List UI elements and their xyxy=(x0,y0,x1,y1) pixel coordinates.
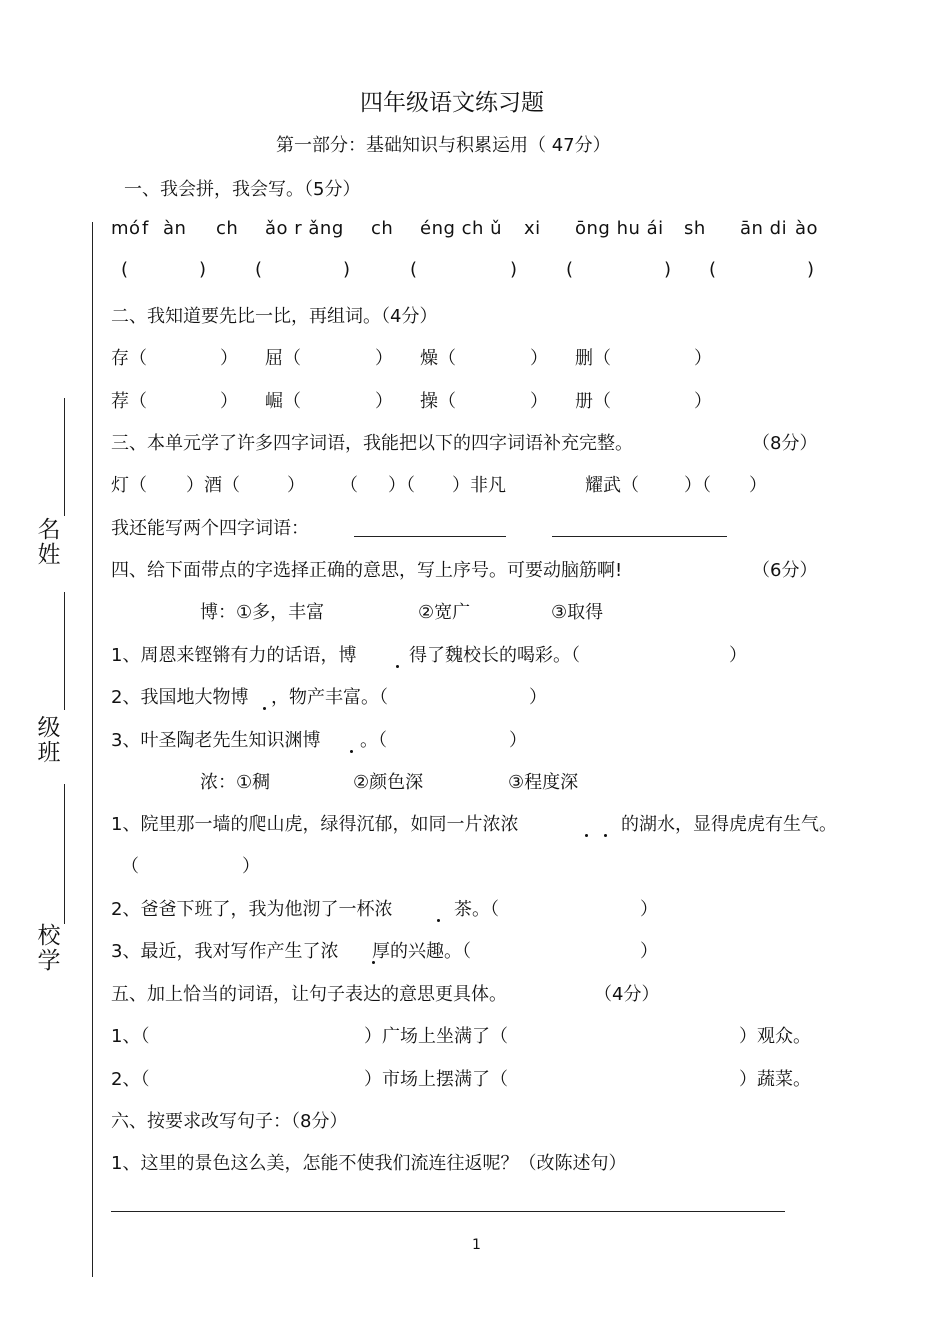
idiom-blank[interactable]: （ xyxy=(340,475,358,496)
q5-heading: 五、加上恰当的词语，让句子表达的意思更具体。 xyxy=(111,984,507,1005)
pinyin: ōng hu ái xyxy=(575,218,664,239)
idiom-blank[interactable]: ）酒（ xyxy=(186,475,240,496)
sidebar-char: 班 xyxy=(37,740,61,766)
sidebar-char: 姓 xyxy=(37,542,61,568)
q2-char[interactable]: 删（ xyxy=(575,348,611,369)
sidebar-school-label xyxy=(34,924,64,974)
q2-close: ） xyxy=(694,391,712,412)
q2-char[interactable]: 操（ xyxy=(420,391,456,412)
q2-close: ） xyxy=(694,348,712,369)
blank-close: ) xyxy=(664,259,672,280)
pinyin: éng ch ǔ xyxy=(420,218,503,239)
q3-heading: 三、本单元学了许多四字词语，我能把以下的四字词语补充完整。 xyxy=(111,433,633,454)
bo-item[interactable]: 。（ xyxy=(360,730,387,751)
q2-char[interactable]: 燥（ xyxy=(420,348,456,369)
q5-score: （4分） xyxy=(594,984,660,1005)
bo-item-close: ） xyxy=(509,730,527,751)
nong-item-close: ） xyxy=(640,941,658,962)
emphasis-dot xyxy=(604,834,607,837)
margin-line xyxy=(92,222,93,1277)
pinyin: mó xyxy=(111,218,141,239)
blank-open[interactable]: ( xyxy=(410,259,418,280)
q2-close: ） xyxy=(220,348,238,369)
q4-heading: 四、给下面带点的字选择正确的意思，写上序号。可要动脑筋啊! xyxy=(111,560,623,581)
q1-heading: 一、我会拼，我会写。（5分） xyxy=(124,179,361,200)
blank-close: ) xyxy=(510,259,518,280)
pinyin: f xyxy=(142,218,149,239)
pinyin: ǎo r ǎng xyxy=(265,218,344,239)
q2-heading: 二、我知道要先比一比，再组词。（4分） xyxy=(111,306,438,327)
pinyin: ch xyxy=(216,218,239,239)
sidebar-char: 名 xyxy=(37,517,61,543)
nong-definition: ②颜色深 xyxy=(353,772,424,793)
q2-close: ） xyxy=(375,348,393,369)
part-heading: 第一部分：基础知识与积累运用（ 47分） xyxy=(276,135,611,156)
nong-definition: 浓：①稠 xyxy=(200,772,271,793)
q3-score: （8分） xyxy=(752,433,818,454)
nong-definition: ③程度深 xyxy=(508,772,579,793)
q2-char[interactable]: 册（ xyxy=(575,391,611,412)
bo-definition: ②宽广 xyxy=(418,602,471,623)
idiom-blank[interactable]: 耀武（ xyxy=(585,475,639,496)
q6-item: 1、这里的景色这么美，怎能不使我们流连往返呢？（改陈述句） xyxy=(111,1153,627,1174)
q4-score: （6分） xyxy=(752,560,818,581)
bo-item: 3、叶圣陶老先生知识渊博 xyxy=(111,730,321,751)
q2-char[interactable]: 存（ xyxy=(111,348,147,369)
sidebar-char: 学 xyxy=(37,948,61,974)
nong-item: 3、最近，我对写作产生了浓 xyxy=(111,941,339,962)
q2-close: ） xyxy=(530,348,548,369)
bo-item-close: ） xyxy=(529,687,547,708)
nong-item-open[interactable]: （ xyxy=(121,856,139,877)
blank-close: ) xyxy=(343,259,351,280)
sidebar-char: 校 xyxy=(37,923,61,949)
idiom-blank[interactable]: 灯（ xyxy=(111,475,147,496)
answer-line[interactable] xyxy=(552,536,727,537)
bo-item: 1、周恩来铿锵有力的话语，博 xyxy=(111,645,357,666)
q3-write-label: 我还能写两个四字词语： xyxy=(111,518,309,539)
q5-item[interactable]: ）广场上坐满了（ xyxy=(364,1026,508,1047)
q5-item: ）蔬菜。 xyxy=(739,1069,811,1090)
nong-item: 2、爸爸下班了，我为他沏了一杯浓 xyxy=(111,899,393,920)
pinyin: ch xyxy=(371,218,394,239)
sidebar-char: 级 xyxy=(37,715,61,741)
pinyin: sh xyxy=(684,218,706,239)
emphasis-dot xyxy=(263,707,266,710)
q2-close: ） xyxy=(375,391,393,412)
sidebar-line xyxy=(64,592,65,710)
pinyin: xi xyxy=(524,218,541,239)
bo-item[interactable]: ，物产丰富。（ xyxy=(271,687,388,708)
q5-item[interactable]: 2、（ xyxy=(111,1069,150,1090)
q2-close: ） xyxy=(530,391,548,412)
pinyin: ān di xyxy=(740,218,788,239)
emphasis-dot xyxy=(350,750,353,753)
nong-item: 的湖水，显得虎虎有生气。 xyxy=(621,814,837,835)
sidebar-class-label xyxy=(34,716,64,766)
nong-item-close: ） xyxy=(242,856,260,877)
answer-line[interactable] xyxy=(354,536,506,537)
page-title: 四年级语文练习题 xyxy=(360,90,544,116)
blank-open[interactable]: ( xyxy=(255,259,263,280)
idiom-blank: ） xyxy=(287,475,305,496)
nong-item[interactable]: 茶。（ xyxy=(454,899,499,920)
blank-close: ) xyxy=(807,259,815,280)
answer-line[interactable] xyxy=(111,1211,785,1212)
blank-open[interactable]: ( xyxy=(566,259,574,280)
q2-char[interactable]: 屈（ xyxy=(265,348,301,369)
nong-item: 1、院里那一墙的爬山虎，绿得沉郁，如同一片浓浓 xyxy=(111,814,519,835)
idiom-blank: ） xyxy=(749,475,767,496)
idiom-blank[interactable]: ）（ xyxy=(684,475,711,496)
sidebar-line xyxy=(64,784,65,924)
q2-char[interactable]: 崛（ xyxy=(265,391,301,412)
idiom-blank: ）非凡 xyxy=(452,475,506,496)
emphasis-dot xyxy=(396,665,399,668)
blank-open[interactable]: ( xyxy=(121,259,129,280)
sidebar-line xyxy=(64,398,65,516)
q2-char[interactable]: 荐（ xyxy=(111,391,147,412)
blank-close: ) xyxy=(199,259,207,280)
emphasis-dot xyxy=(585,834,588,837)
pinyin: ào xyxy=(795,218,819,239)
emphasis-dot xyxy=(437,919,440,922)
pinyin: àn xyxy=(163,218,187,239)
nong-item-close: ） xyxy=(640,899,658,920)
blank-open[interactable]: ( xyxy=(709,259,717,280)
bo-item-close: ） xyxy=(729,645,747,666)
q2-close: ） xyxy=(220,391,238,412)
q5-item: ）观众。 xyxy=(739,1026,811,1047)
q5-item[interactable]: ）市场上摆满了（ xyxy=(364,1069,508,1090)
sidebar-name-label xyxy=(34,518,64,568)
bo-definition: ③取得 xyxy=(551,602,604,623)
bo-item: 2、我国地大物博 xyxy=(111,687,249,708)
bo-definition: 博：①多，丰富 xyxy=(200,602,325,623)
q5-item[interactable]: 1、（ xyxy=(111,1026,150,1047)
bo-item[interactable]: 得了魏校长的喝彩。（ xyxy=(409,645,580,666)
nong-item[interactable]: 厚的兴趣。（ xyxy=(372,941,471,962)
page-number: 1 xyxy=(472,1237,481,1253)
q6-heading: 六、按要求改写句子：（8分） xyxy=(111,1111,348,1132)
idiom-blank[interactable]: ）（ xyxy=(388,475,415,496)
